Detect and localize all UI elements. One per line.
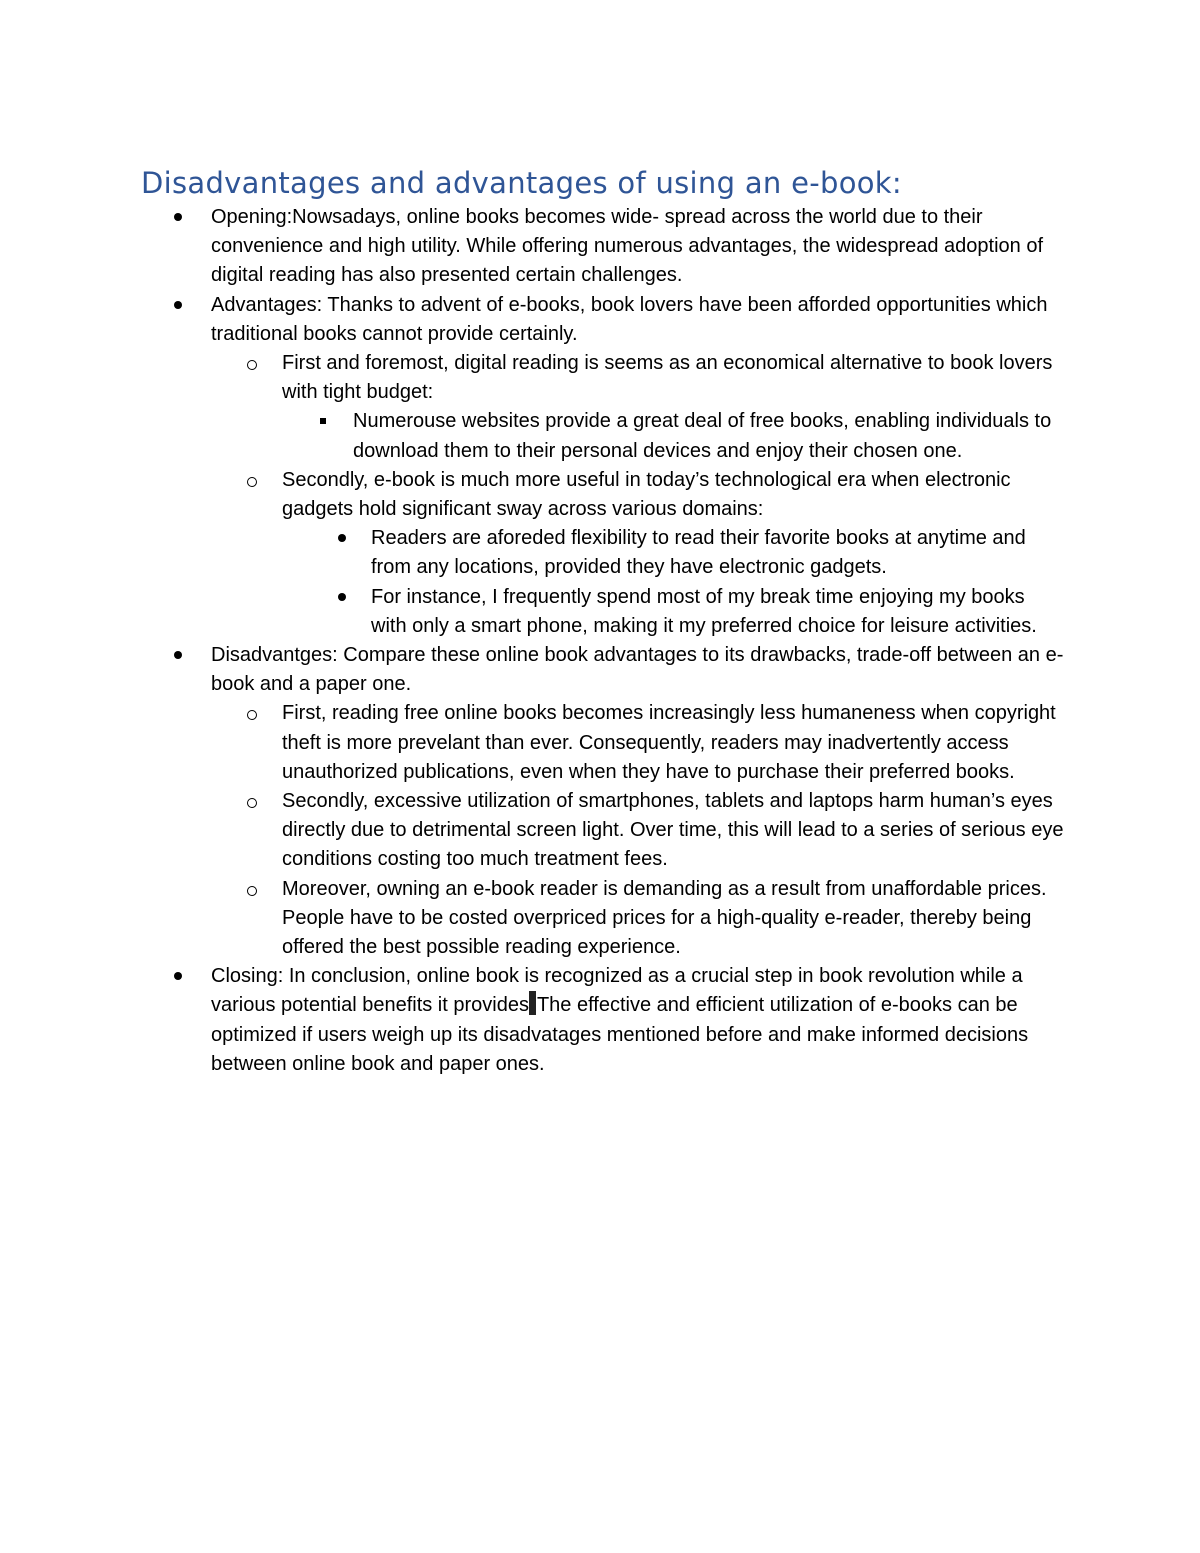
list-item-advantage-1-detail <box>0 407 1053 465</box>
outline-list <box>0 203 1200 1079</box>
list-item-text-before-cursor: Closing: In conclusion, online book is recognized as a crucial step in book revolution while a various potential benefits it provides <box>211 965 1023 1017</box>
list-item-text-after-cursor: The effective and efficient utilization of e-books can be optimized if users weigh up its disadvatages mentioned before and make informed decisions between online book and paper ones. <box>211 994 1029 1075</box>
list-item-text: First and foremost, digital reading is seems as an economical alternative to book lovers with tight budget: <box>282 352 1053 404</box>
list-item-text: Secondly, excessive utilization of smartphones, tablets and laptops harm human’s eyes directly due to detrimental screen light. Over time, this will lead to a series of serious eye conditions costing too much treatment fees. <box>282 790 1064 871</box>
list-item-disadvantage-2 <box>0 787 1072 875</box>
list-item-disadvantage-3 <box>0 875 1072 963</box>
list-item-text: Moreover, owning an e-book reader is demanding as a result from unaffordable prices. People have to be costed overpriced prices for a high-quality e-reader, thereby being offered the best possible reading experience. <box>282 877 1047 959</box>
list-item-closing <box>0 962 1081 1079</box>
list-item-advantage-1 <box>0 349 1072 407</box>
list-item-text: Numerouse websites provide a great deal of free books, enabling individuals to download them to their personal devices and enjoy their chosen one. <box>353 410 1052 462</box>
list-item-text: Readers are aforeded flexibility to read their favorite books at anytime and from any locations, provided they have electronic gadgets. <box>371 527 1026 579</box>
list-item-opening <box>0 203 1081 291</box>
list-item-text: Disadvantges: Compare these online book advantages to its drawbacks, trade-off between an e-book and a paper one. <box>211 644 1064 696</box>
document-title: Disadvantages and advantages of using an e-book: <box>141 166 902 200</box>
list-item-text: For instance, I frequently spend most of my break time enjoying my books with only a smart phone, making it my preferred choice for leisure activities. <box>371 585 1037 637</box>
list-item-advantage-2 <box>0 466 1072 524</box>
text-cursor[interactable] <box>529 991 536 1015</box>
list-item-text: Opening:Nowsadays, online books becomes wide- spread across the world due to their convenience and high utility. While offering numerous advantages, the widespread adoption of digital reading has also presented certain challenges. <box>211 206 1044 287</box>
list-item-advantage-2-detail-2 <box>0 583 1051 641</box>
list-item-disadvantage-1 <box>0 699 1072 787</box>
list-item-advantages <box>0 291 1081 349</box>
list-item-text: Secondly, e-book is much more useful in today’s technological era when electronic gadgets hold significant sway across various domains: <box>282 468 1011 521</box>
list-item-advantage-2-detail-1 <box>0 524 1051 582</box>
list-item-text: First, reading free online books becomes increasingly less humaneness when copyright theft is more prevelant than ever. Consequently, readers may inadvertently access unauthorized publications, even when they have to purchase their preferred books. <box>282 702 1056 783</box>
list-item-disadvantages <box>0 641 1081 699</box>
list-item-text: Advantages: Thanks to advent of e-books, book lovers have been afforded opportunities which traditional books cannot provide certainly. <box>211 293 1048 345</box>
